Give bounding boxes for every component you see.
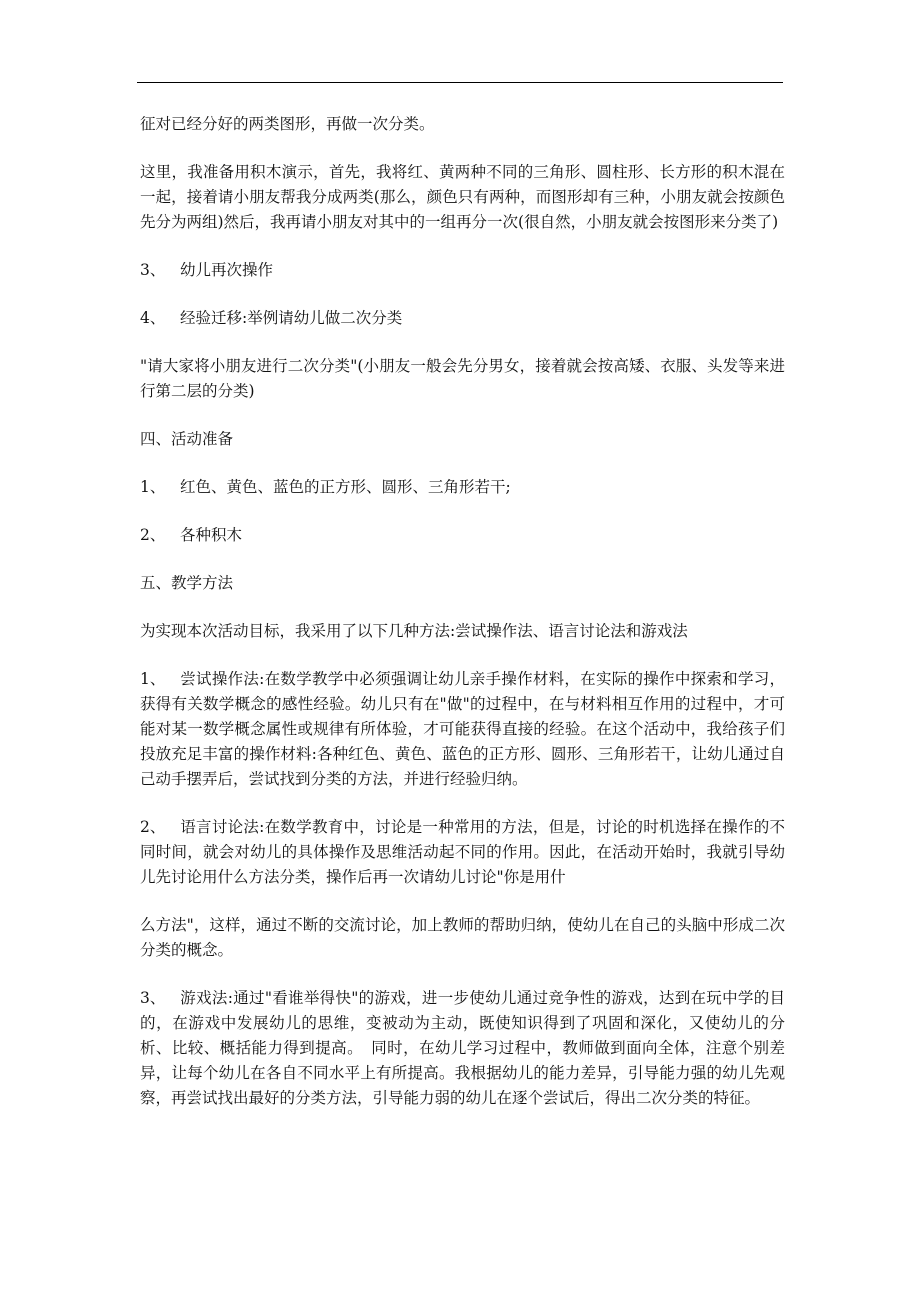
list-number: 1、	[140, 478, 166, 496]
list-item: 3、 幼儿再次操作	[140, 258, 785, 283]
list-item: 2、 各种积木	[140, 523, 785, 548]
document-body	[140, 112, 785, 1134]
paragraph: 么方法"，这样，通过不断的交流讨论，加上教师的帮助归纳，使幼儿在自己的头脑中形成二次分类的概念。	[140, 916, 785, 959]
list-item: 1、 红色、黄色、蓝色的正方形、圆形、三角形若干;	[140, 475, 785, 500]
list-number: 1、	[140, 670, 166, 688]
paragraph: 这里，我准备用积木演示，首先，我将红、黄两种不同的三角形、圆柱形、长方形的积木混在一起，接着请小朋友帮我分成两类(那么，颜色只有两种，而图形却有三种，小朋友就会按颜色先分为两组)然后，我再请小朋友对其中的一组再分一次(很自然，小朋友就会按图形来分类了)	[140, 163, 785, 231]
list-item: 1、 尝试操作法:在数学教学中必须强调让幼儿亲手操作材料，在实际的操作中探索和学习，获得有关数学概念的感性经验。幼儿只有在"做"的过程中，在与材料相互作用的过程中，才可能对某一数学概念属性或规律有所体验，才可能获得直接的经验。在这个活动中，我给孩子们投放充足丰富的操作材料:各种红色、黄色、蓝色的正方形、圆形、三角形若干，让幼儿通过自己动手摆弄后，尝试找到分类的方法，并进行经验归纳。	[140, 667, 785, 792]
list-item: 4、 经验迁移:举例请幼儿做二次分类	[140, 306, 785, 331]
list-item: 2、 语言讨论法:在数学教育中，讨论是一种常用的方法，但是，讨论的时机选择在操作的不同时间，就会对幼儿的具体操作及思维活动起不同的作用。因此，在活动开始时，我就引导幼儿先讨论用什么方法分类，操作后再一次请幼儿讨论"你是用什	[140, 815, 785, 890]
paragraph: 征对已经分好的两类图形，再做一次分类。	[140, 115, 435, 133]
list-number: 3、	[140, 989, 166, 1007]
list-item: 3、 游戏法:通过"看谁举得快"的游戏，进一步使幼儿通过竞争性的游戏，达到在玩中学的目的，在游戏中发展幼儿的思维，变被动为主动，既使知识得到了巩固和深化，又使幼儿的分析、比较、概括能力得到提高。 同时，在幼儿学习过程中，教师做到面向全体，注意个别差异，让每个幼儿在各自不同水平上有所提高。我根据幼儿的能力差异，引导能力强的幼儿先观察，再尝试找出最好的分类方法，引导能力弱的幼儿在逐个尝试后，得出二次分类的特征。	[140, 986, 785, 1111]
paragraph: 为实现本次活动目标，我采用了以下几种方法:尝试操作法、语言讨论法和游戏法	[140, 622, 688, 640]
header-rule	[137, 82, 783, 83]
list-number: 2、	[140, 526, 166, 544]
list-number: 4、	[140, 309, 166, 327]
paragraph: "请大家将小朋友进行二次分类"(小朋友一般会先分男女，接着就会按高矮、衣服、头发等来进行第二层的分类)	[140, 357, 785, 400]
list-number: 2、	[140, 818, 166, 836]
section-heading: 四、活动准备	[140, 430, 234, 448]
section-heading: 五、教学方法	[140, 574, 234, 592]
list-number: 3、	[140, 261, 166, 279]
